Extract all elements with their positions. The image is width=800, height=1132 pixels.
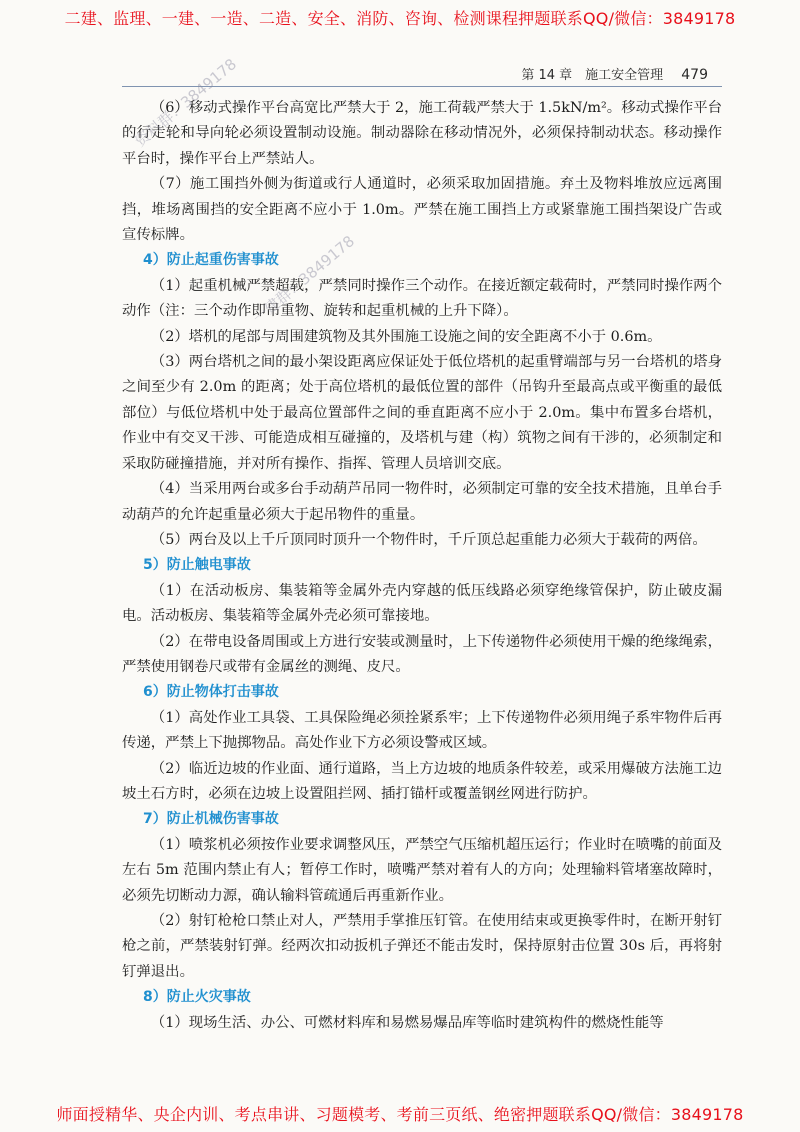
section-heading-lifting: 4）防止起重伤害事故 [143, 252, 279, 269]
section-heading-object-strike: 6）防止物体打击事故 [143, 684, 279, 701]
object-strike-item-1: （1）高处作业工具袋、工具保险绳必须拴紧系牢；上下传递物件必须用绳子系牢物件后再传递，严禁上下抛掷物品。高处作业下方必须设警戒区域。 [122, 709, 722, 752]
lifting-item-2: （2）塔机的尾部与周围建筑物及其外围施工设施之间的安全距离不小于 0.6m。 [150, 328, 662, 345]
paragraph-6: （6）移动式操作平台高宽比严禁大于 2，施工荷载严禁大于 1.5kN/m²。移动式操作平台的行走轮和导向轮必须设置制动设施。制动器除在移动情况外，必须保持制动状态。移动操作平台时，操作平台上严禁站人。 [122, 100, 722, 167]
page-body [122, 96, 722, 1036]
watermark-text: 资料群：3849178 [131, 55, 240, 151]
section-heading-fire: 8）防止火灾事故 [143, 989, 251, 1006]
electric-item-2: （2）在带电设备周围或上方进行安装或测量时，上下传递物件必须使用干燥的绝缘绳索，严禁使用钢卷尺或带有金属丝的测绳、皮尺。 [122, 633, 722, 675]
lifting-item-3: （3）两台塔机之间的最小架设距离应保证处于低位塔机的起重臂端部与另一台塔机的塔身之间至少有 2.0m 的距离；处于高位塔机的最低位置的部件（吊钩升至最高点或平衡重的最低部位）与低位塔机中处于最高位置部件之间的垂直距离不应小于 2.0m。集中布置多台塔机，作业中有交叉干涉、可能造成相互碰撞的，及塔机与建（构）筑物之间有干涉的，必须制定和采取防碰撞措施，并对所有操作、指挥、管理人员培训交底。 [122, 354, 722, 472]
section-heading-electric: 5）防止触电事故 [143, 557, 251, 574]
bottom-promo-banner: 师面授精华、央企内训、考点串讲、习题模考、考前三页纸、绝密押题联系QQ/微信：3849178 [56, 1105, 744, 1124]
chapter-title: 第 14 章 施工安全管理 [521, 68, 664, 83]
lifting-item-1: （1）起重机械严禁超载，严禁同时操作三个动作。在接近额定载荷时，严禁同时操作两个动作（注：三个动作即吊重物、旋转和起重机械的上升下降）。 [122, 277, 722, 320]
machinery-item-1: （1）喷浆机必须按作业要求调整风压，严禁空气压缩机超压运行；作业时在喷嘴的前面及左右 5m 范围内禁止有人；暂停工作时，喷嘴严禁对着有人的方向；处理输料管堵塞故障时，必须先切断动力源，确认输料管疏通后再重新作业。 [122, 836, 722, 904]
object-strike-item-2: （2）临近边坡的作业面、通行道路，当上方边坡的地质条件较差，或采用爆破方法施工边坡土石方时，必须在边坡上设置阻拦网、插打锚杆或覆盖钢丝网进行防护。 [122, 760, 722, 802]
lifting-item-5: （5）两台及以上千斤顶同时顶升一个物件时，千斤顶总起重能力必须大于载荷的两倍。 [150, 531, 707, 548]
fire-item-1: （1）现场生活、办公、可燃材料库和易燃易爆品库等临时建筑构件的燃烧性能等 [150, 1014, 664, 1031]
header-rule [122, 86, 722, 87]
running-header [521, 64, 708, 83]
top-promo-banner: 二建、监理、一建、一造、二造、安全、消防、咨询、检测课程押题联系QQ/微信：3849178 [64, 9, 736, 28]
paragraph-7: （7）施工围挡外侧为街道或行人通道时，必须采取加固措施。弃土及物料堆放应远离围挡，堆场离围挡的安全距离不应小于 1.0m。严禁在施工围挡上方或紧靠施工围挡架设广告或宣传标牌。 [122, 176, 722, 244]
machinery-item-2: （2）射钉枪枪口禁止对人，严禁用手掌推压钉管。在使用结束或更换零件时，在断开射钉枪之前，严禁装射钉弹。经两次扣动扳机子弹还不能击发时，保持原射击位置 30s 后，再将射钉弹退出。 [122, 913, 722, 980]
section-heading-machinery: 7）防止机械伤害事故 [143, 811, 279, 828]
electric-item-1: （1）在活动板房、集装箱等金属外壳内穿越的低压线路必须穿绝缘管保护，防止破皮漏电。活动板房、集装箱等金属外壳必须可靠接地。 [122, 582, 722, 625]
page-number: 479 [681, 67, 708, 83]
watermark-text: 一建群：3849178 [249, 232, 358, 328]
lifting-item-4: （4）当采用两台或多台手动葫芦吊同一物件时，必须制定可靠的安全技术措施，且单台手动葫芦的允许起重量必须大于起吊物件的重量。 [122, 481, 722, 523]
